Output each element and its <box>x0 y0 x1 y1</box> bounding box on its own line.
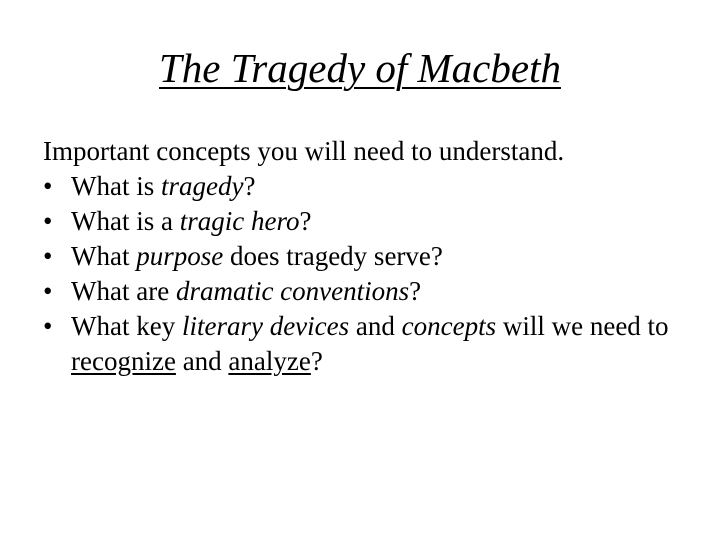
bullet-item-tragedy <box>43 169 693 204</box>
bullet-icon: • <box>43 276 53 306</box>
bullet-icon: • <box>43 171 53 201</box>
bullet-list <box>43 169 693 379</box>
bullet-icon: • <box>43 241 53 271</box>
slide-title: The Tragedy of Macbeth <box>159 45 561 91</box>
bullet-item-tragic-hero <box>43 204 693 239</box>
bullet-text: What <box>71 241 137 271</box>
bullet-text: will we need to <box>496 311 669 341</box>
bullet-item-dramatic-conventions <box>43 274 693 309</box>
bullet-text: ? <box>310 346 323 376</box>
bullet-text: What is a <box>71 206 180 236</box>
bullet-text: What is <box>71 171 161 201</box>
bullet-text: ? <box>409 276 422 306</box>
bullet-item-purpose <box>43 239 693 274</box>
italic-term: concepts <box>401 311 497 341</box>
bullet-text: What are <box>71 276 176 306</box>
bullet-text: does tragedy serve? <box>223 241 443 271</box>
intro-text: Important concepts you will need to understand. <box>43 136 565 166</box>
bullet-item-literary-devices <box>43 309 693 379</box>
italic-term: tragic hero <box>179 206 300 236</box>
bullet-icon: • <box>43 206 53 236</box>
italic-term: purpose <box>136 241 224 271</box>
italic-term: dramatic conventions <box>175 276 410 306</box>
bullet-text: ? <box>243 171 256 201</box>
bullet-text: ? <box>299 206 312 236</box>
underlined-term: recognize <box>71 346 176 376</box>
slide-content <box>43 134 693 379</box>
italic-term: literary devices <box>181 311 350 341</box>
italic-term: tragedy <box>160 171 244 201</box>
bullet-icon: • <box>43 311 53 341</box>
bullet-text: What key <box>71 311 182 341</box>
underlined-term: analyze <box>228 346 311 376</box>
bullet-text: and <box>175 346 229 376</box>
bullet-text: and <box>349 311 402 341</box>
